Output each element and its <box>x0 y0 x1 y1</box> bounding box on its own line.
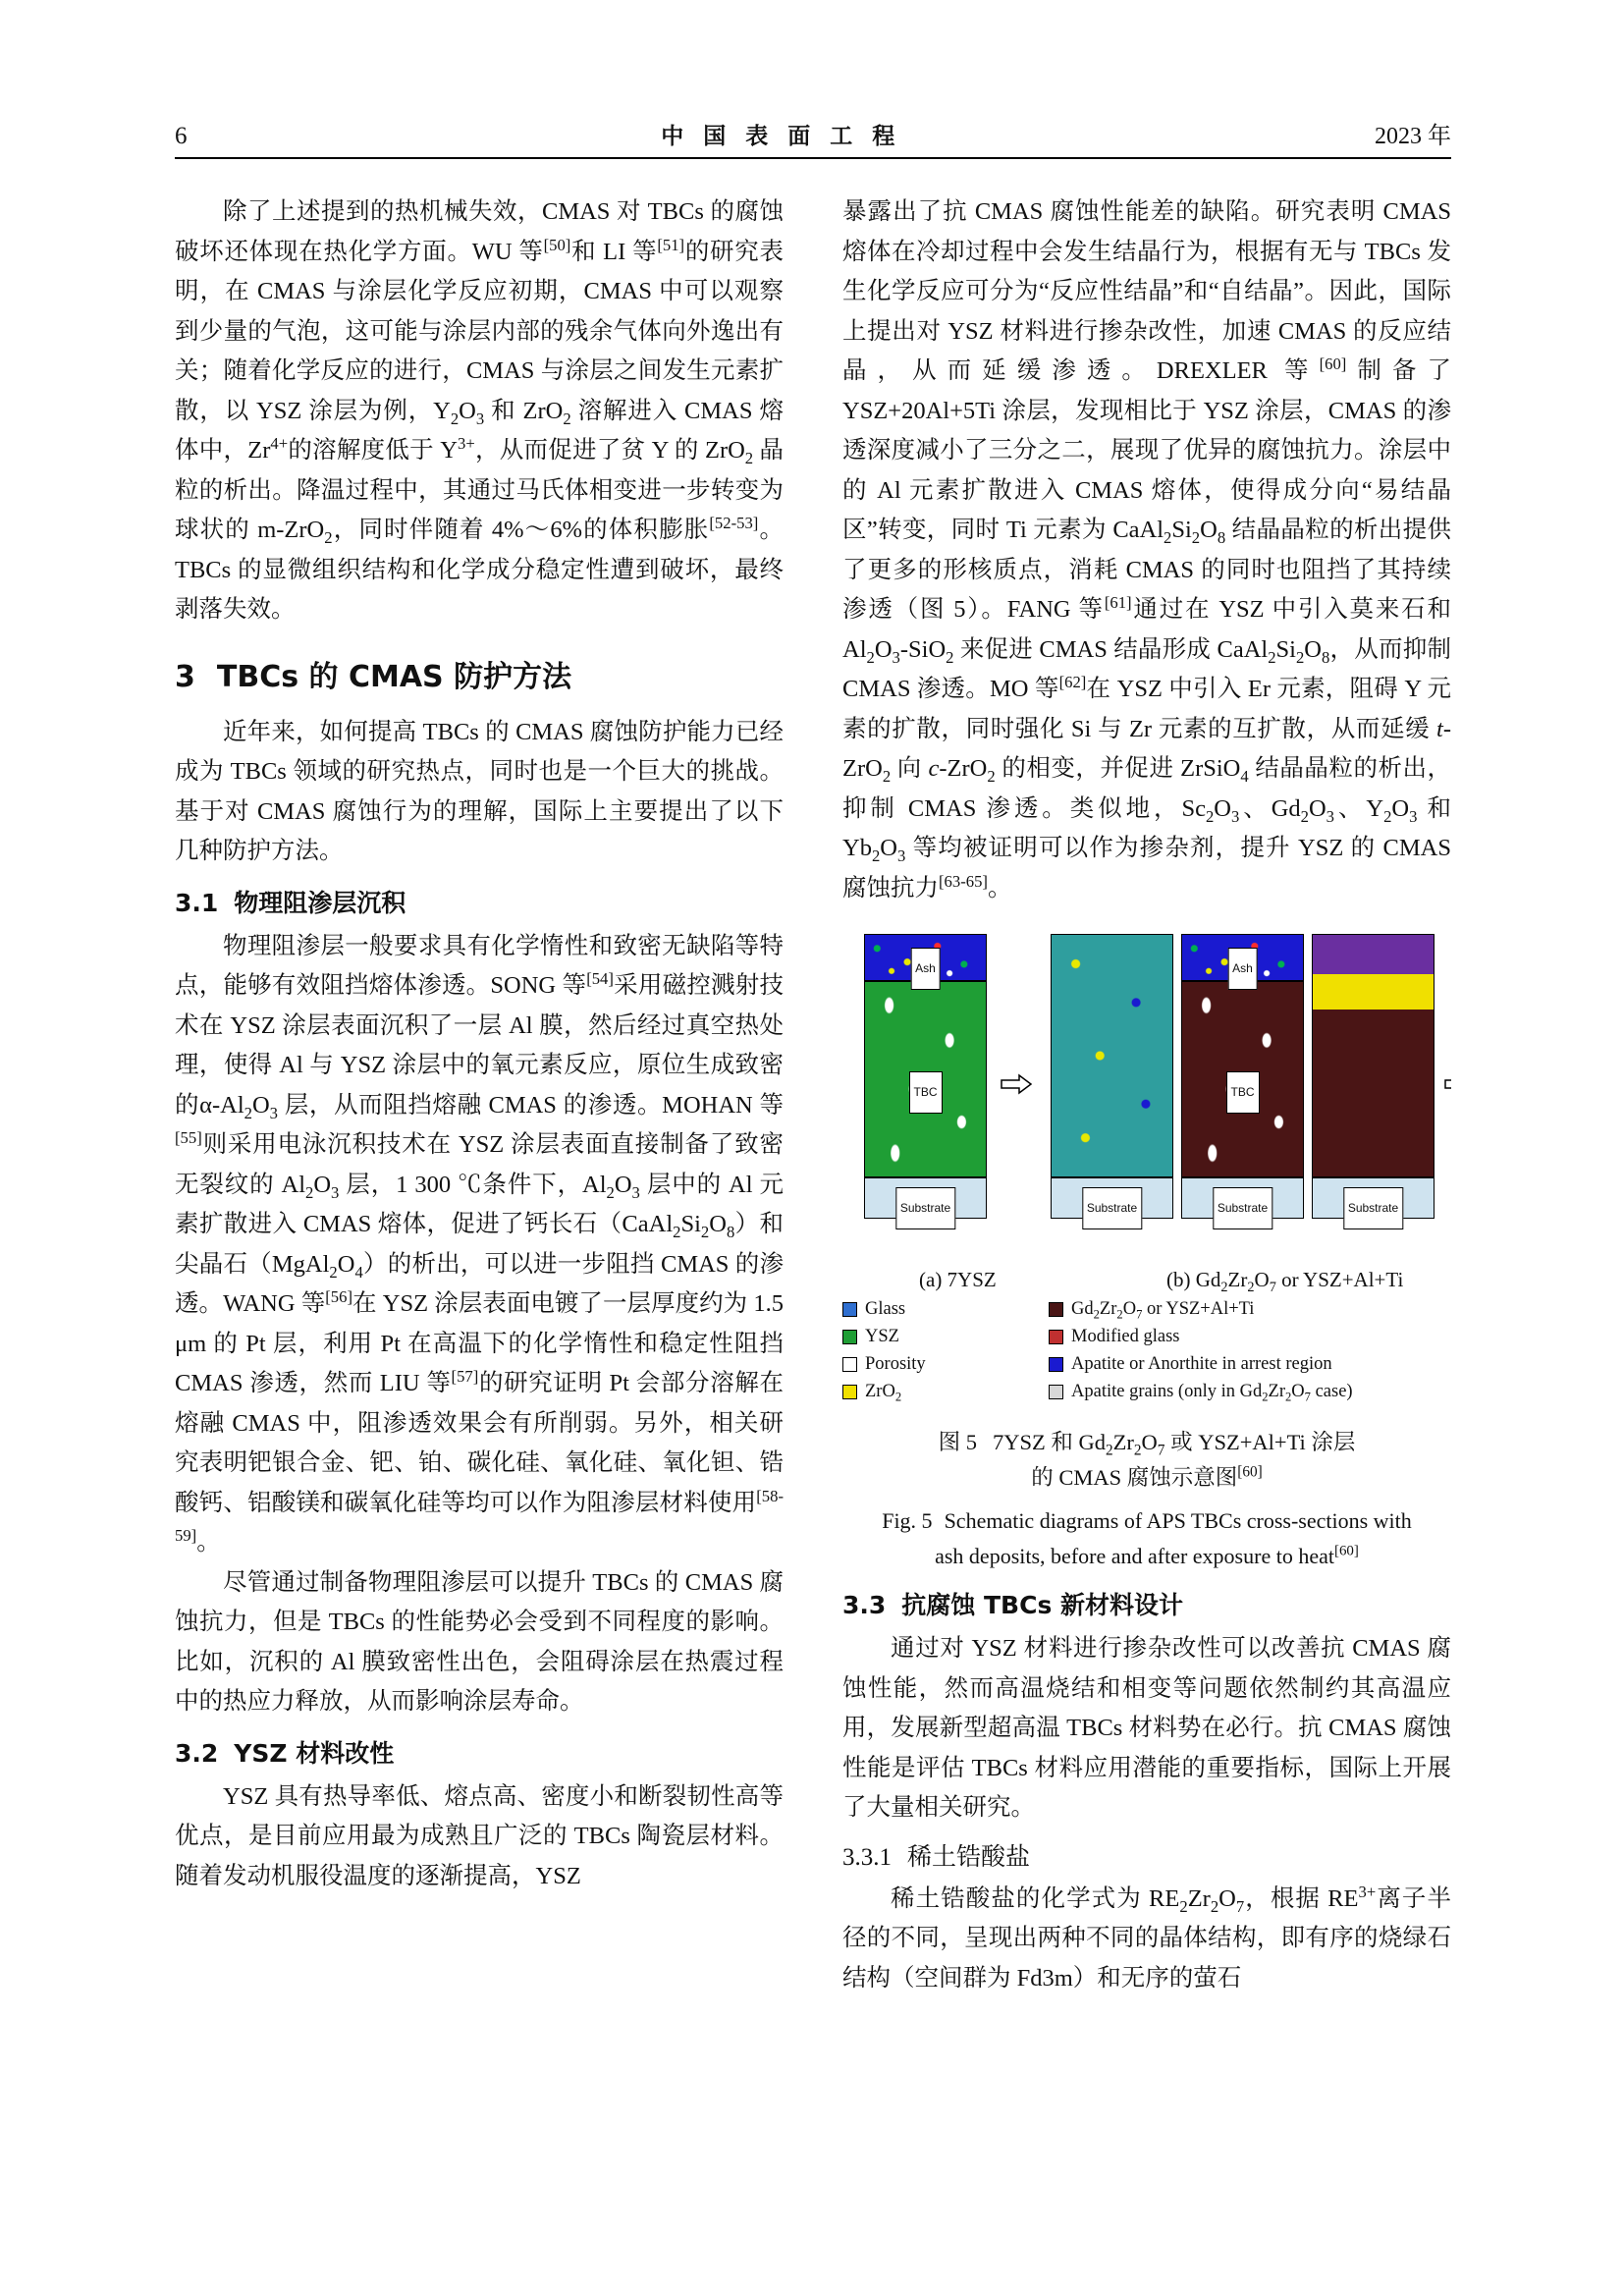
glass-cap <box>1313 935 1434 974</box>
subcaption-a: (a) 7YSZ <box>919 1268 997 1291</box>
figure-legend <box>842 1297 1451 1407</box>
section-heading-3-3 <box>842 1586 1451 1625</box>
arrest-region-layer <box>1312 934 1435 1177</box>
paragraph: 稀土锆酸盐的化学式为 $RE_2Zr_2O_7$，根据 $RE^{3+}$离子半径的不同，呈现出两种不同的晶体结构，即有序的烧绿石结构（空间群为 Fd3m）和无序的萤石 <box>842 1882 1452 1992</box>
arrow-right-icon <box>1443 1073 1451 1095</box>
figure-caption-en-line2: ash deposits, before and after exposure to heat[60] <box>935 1543 1359 1568</box>
subsection-title: 抗腐蚀 TBCs 新材料设计 <box>901 1591 1184 1619</box>
legend-swatch-ysz <box>842 1330 857 1344</box>
right-column <box>842 192 1451 1998</box>
substrate-label: Substrate <box>1213 1187 1272 1229</box>
legend-item <box>842 1325 1049 1349</box>
legend-label: Modified glass <box>1071 1327 1180 1346</box>
legend-item <box>1049 1297 1353 1322</box>
ash-label: Ash <box>1227 948 1258 990</box>
figure-number-cn: 图 5 <box>938 1430 977 1454</box>
tbc-label: TBC <box>1226 1071 1260 1114</box>
legend-label: Apatite grains (only in $Gd_2Zr_2O_7$ case) <box>1071 1382 1353 1404</box>
legend-swatch-modified-glass <box>1049 1330 1063 1344</box>
substrate-label: Substrate <box>895 1187 955 1229</box>
subsection-number: 3.1 <box>175 888 219 917</box>
substrate-label: Substrate <box>1343 1187 1403 1229</box>
publication-year: 2023 年 <box>1374 124 1451 149</box>
journal-title: 中 国 表 面 工 程 <box>661 124 901 149</box>
paragraph: 物理阻渗层一般要求具有化学惰性和致密无缺陷等特点，能够有效阻挡熔体渗透。SONG 等[54]采用磁控溅射技术在 YSZ 涂层表面沉积了一层 Al 膜，然后经过真空热处理，使得 Al 与 YSZ 涂层中的氧元素反应，原位生成致密的$\alpha-Al_2O_3$ 层，从而阻挡熔融 CMAS 的渗透。MOHAN 等[55]则采用电泳沉积技术在 YSZ 涂层表面直接制备了致密无裂纹的 $Al_2O_3$ 层，1 300 ℃条件下，$Al_2O_3$ 层中的 Al 元素扩散进入 CMAS 熔体，促进了钙长石$(CaAl_2Si_2O_8)$和尖晶石$(MgAl_2O_4)$的析出，可以进一步阻挡 CMAS 的渗透。WANG 等[56]在 YSZ 涂层表面电镀了一层厚度约为 1.5 μm 的 Pt 层，利用 Pt 在高温下的化学惰性和稳定性阻挡 CMAS 渗透，然而 LIU 等[57]的研究证明 Pt 会部分溶解在熔融 CMAS 中，阻渗透效果会有所削弱。另外，相关研究表明钯银合金、钯、铂、碳化硅、氧化硅、氧化钽、锆酸钙、铝酸镁和碳氧化硅等均可以作为阻渗层材料使用[58-59]。 <box>175 932 785 1556</box>
legend-label: YSZ <box>865 1327 899 1346</box>
section-title: TBCs 的 CMAS 防护方法 <box>216 659 572 694</box>
paragraph: 除了上述提到的热机械失效，CMAS 对 TBCs 的腐蚀破坏还体现在热化学方面。WU 等[50]和 LI 等[51]的研究表明，在 CMAS 与涂层化学反应初期，CMAS 中可以观察到少量的气泡，这可能与涂层内部的残余气体向外逸出有关；随着化学反应的进行，CMAS 与涂层之间发生元素扩散，以 YSZ 涂层为例，$Y_2O_3$ 和 ZrO$_2$ 溶解进入 CMAS 熔体中，$Zr^{4+}$的溶解度低于 $Y^{3+}$，从而促进了贫 Y 的 ZrO$_2$ 晶粒的析出。降温过程中，其通过马氏体相变进一步转变为球状的 m-ZrO$_2$，同时伴随着 4%～6%的体积膨胀[52-53]。TBCs 的显微组织结构和化学成分稳定性遭到破坏，最终剥落失效。 <box>175 198 785 623</box>
figure-caption-cn-line1: 7YSZ 和 $Gd_2Zr_2O_7$ 或 YSZ+Al+Ti 涂层 <box>992 1430 1356 1459</box>
figure-caption-cn-line2: 的 CMAS 腐蚀示意图[60] <box>1031 1463 1263 1490</box>
subsection-number: 3.3 <box>842 1591 887 1619</box>
section-heading-3 <box>175 656 784 699</box>
subsubsection-number: 3.3.1 <box>842 1843 892 1871</box>
legend-label: Glass <box>865 1299 906 1319</box>
subsection-title: YSZ 材料改性 <box>234 1738 395 1768</box>
running-head <box>175 116 1451 150</box>
figure-caption-cn <box>842 1425 1451 1496</box>
paragraph: YSZ 具有热导率低、熔点高、密度小和断裂韧性高等优点，是目前应用最为成熟且广泛的 TBCs 陶瓷层材料。随着发动机服役温度的逐渐提高，YSZ <box>175 1782 784 1889</box>
legend-swatch-glass <box>842 1302 857 1317</box>
section-heading-3-3-1 <box>842 1838 1451 1878</box>
legend-item <box>1049 1325 1353 1349</box>
arrow-right-icon <box>1000 1073 1033 1095</box>
figure-number-en: Fig. 5 <box>882 1508 933 1533</box>
page-number: 6 <box>175 123 188 149</box>
legend-item <box>842 1352 1049 1377</box>
left-column <box>175 192 784 1896</box>
figure-subcaptions <box>842 1260 1451 1296</box>
figure-caption-en <box>842 1503 1451 1574</box>
header-divider <box>175 157 1451 159</box>
legend-swatch-apatite-grains <box>1049 1385 1063 1399</box>
paragraph: 近年来，如何提高 TBCs 的 CMAS 腐蚀防护能力已经成为 TBCs 领域的研究热点，同时也是一个巨大的挑战。基于对 CMAS 腐蚀行为的理解，国际上主要提出了以下几种防护方法。 <box>175 718 784 864</box>
legend-item <box>1049 1352 1353 1377</box>
legend-item <box>842 1380 1049 1404</box>
paragraph: 尽管通过制备物理阻渗层可以提升 TBCs 的 CMAS 腐蚀抗力，但是 TBCs 的性能势必会受到不同程度的影响。比如，沉积的 Al 膜致密性出色，会阻碍涂层在热震过程中的热应力释放，从而影响涂层寿命。 <box>175 1568 784 1715</box>
figure-panel-b2 <box>1312 934 1435 1219</box>
legend-swatch-apatite-arrest <box>1049 1357 1063 1372</box>
subcaption-b: (b) $Gd_2Zr_2O_7$ or YSZ+Al+Ti <box>1166 1268 1404 1296</box>
figure-5-image <box>842 926 1451 1260</box>
legend-label: ZrO$_2$ <box>865 1382 902 1404</box>
figure-panel-b1 <box>1181 934 1304 1219</box>
reacted-layer <box>1051 934 1173 1177</box>
section-heading-3-2 <box>175 1734 784 1774</box>
legend-label: $Gd_2Zr_2O_7$ or YSZ+Al+Ti <box>1071 1299 1255 1322</box>
figure-caption-en-line1: Schematic diagrams of APS TBCs cross-sections with <box>944 1508 1412 1533</box>
legend-item <box>1049 1380 1353 1404</box>
subsection-title: 物理阻渗层沉积 <box>234 888 406 917</box>
figure-panel-a2 <box>1051 934 1173 1219</box>
section-number: 3 <box>175 659 195 694</box>
tbc-label: TBC <box>909 1071 943 1114</box>
apatite-band <box>1313 974 1434 1010</box>
section-heading-3-1 <box>175 884 784 923</box>
subsubsection-title: 稀土锆酸盐 <box>907 1843 1031 1871</box>
legend-label: Porosity <box>865 1354 926 1374</box>
legend-item <box>842 1297 1049 1322</box>
legend-swatch-zro2 <box>842 1385 857 1399</box>
ash-label: Ash <box>910 948 941 990</box>
paragraph: 通过对 YSZ 材料进行掺杂改性可以改善抗 CMAS 腐蚀性能，然而高温烧结和相变等问题依然制约其高温应用，发展新型超高温 TBCs 材料势在必行。抗 CMAS 腐蚀性能是评估 TBCs 材料应用潜能的重要指标，国际上开展了大量相关研究。 <box>842 1635 1451 1821</box>
figure-panel-a1 <box>864 934 987 1219</box>
figure-5 <box>842 926 1451 1574</box>
legend-swatch-porosity <box>842 1357 857 1372</box>
substrate-label: Substrate <box>1082 1187 1142 1229</box>
paragraph: 暴露出了抗 CMAS 腐蚀性能差的缺陷。研究表明 CMAS 熔体在冷却过程中会发生结晶行为，根据有无与 TBCs 发生化学反应可分为“反应性结晶”和“自结晶”。因此，国际上提出对 YSZ 材料进行掺杂改性，加速 CMAS 的反应结晶，从而延缓渗透。DREXLER 等[60]制备了 YSZ+20Al+5Ti 涂层，发现相比于 YSZ 涂层，CMAS 的渗透深度减小了三分之二，展现了优异的腐蚀抗力。涂层中的 Al 元素扩散进入 CMAS 熔体，使得成分向“易结晶区”转变，同时 Ti 元素为 $CaAl_2Si_2O_8$ 结晶晶粒的析出提供了更多的形核质点，消耗 CMAS 的同时也阻挡了其持续渗透（图 5）。FANG 等[61]通过在 YSZ 中引入莫来石和 $Al_2O_3-SiO_2$ 来促进 CMAS 结晶形成 $CaAl_2Si_2O_8$，从而抑制 CMAS 渗透。MO 等[62]在 YSZ 中引入 Er 元素，阻碍 Y 元素的扩散，同时强化 Si 与 Zr 元素的互扩散，从而延缓 t-ZrO$_2$ 向 c-ZrO$_2$ 的相变，并促进 ZrSiO$_4$ 结晶晶粒的析出，抑制 CMAS 渗透。类似地，$Sc_2O_3$、$Gd_2O_3$、$Y_2O_3$ 和 $Yb_2O_3$ 等均被证明可以作为掺杂剂，提升 YSZ 的 CMAS 腐蚀抗力[63-65]。 <box>842 198 1452 901</box>
legend-swatch-gd2zr2o7 <box>1049 1302 1063 1317</box>
legend-label: Apatite or Anorthite in arrest region <box>1071 1354 1332 1374</box>
subsection-number: 3.2 <box>175 1738 219 1768</box>
